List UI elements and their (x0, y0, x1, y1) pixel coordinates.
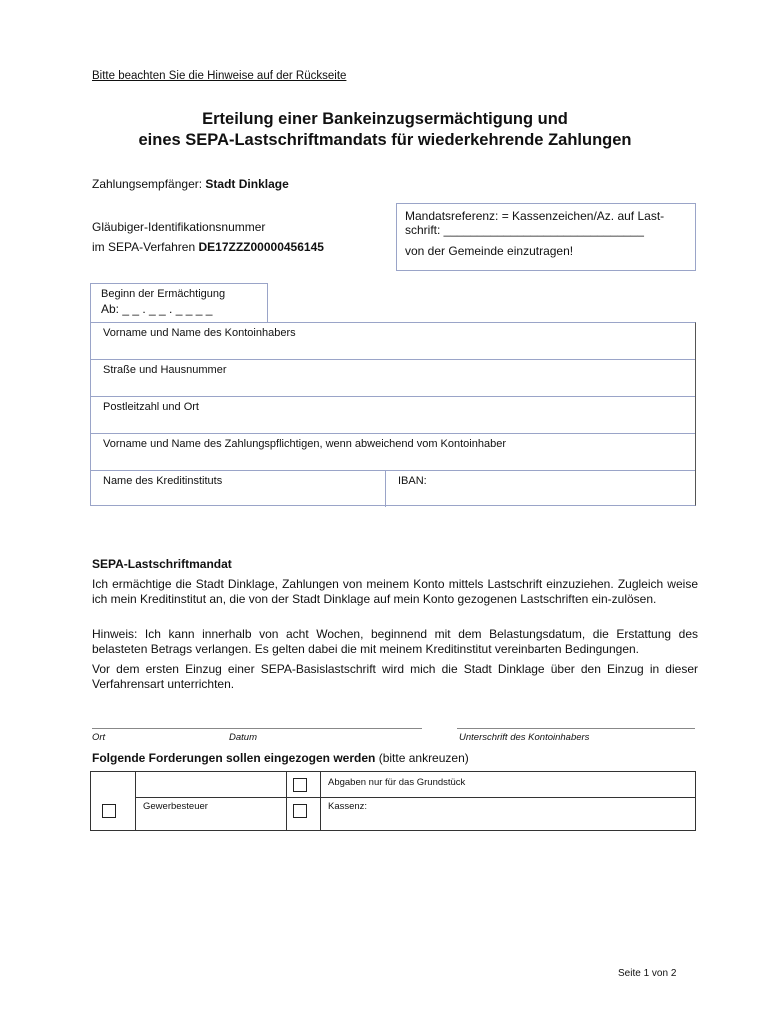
hint-link: Bitte beachten Sie die Hinweise auf der Rückseite (92, 70, 347, 82)
cash-ref-checkbox[interactable] (293, 804, 307, 818)
mandate-line-3: von der Gemeinde einzutragen! (405, 244, 574, 258)
postal-city-field[interactable] (91, 397, 695, 434)
payee-label: Zahlungsempfänger: (92, 177, 203, 191)
claims-heading-note: (bitte ankreuzen) (378, 751, 469, 765)
postal-city-label: Postleitzahl und Ort (103, 401, 199, 413)
payee (92, 177, 289, 191)
sepa-paragraph-3: Vor dem ersten Einzug einer SEPA-Basislastschrift wird mich die Stadt Dinklage über den Einzug in dieser Verfahrensart unterrichten. (92, 662, 698, 691)
start-label: Beginn der Ermächtigung (101, 288, 226, 300)
iban-label: IBAN: (398, 475, 427, 487)
start-date-field[interactable]: Ab: _ _ . _ _ . _ _ _ _ (101, 302, 213, 316)
sepa-heading: SEPA-Lastschriftmandat (92, 557, 232, 571)
sepa-paragraph-2: Hinweis: Ich kann innerhalb von acht Wochen, beginnend mit dem Belastungsdatum, die Erstattung des belasteten Betrags verlangen. Es gelten dabei die mit meinem Kreditinstitut vereinbarten Bedingungen. (92, 627, 698, 656)
place-date-line[interactable] (92, 728, 422, 729)
claims-divider (135, 772, 136, 830)
claims-heading (92, 751, 469, 765)
mandate-line-2: schrift: ______________________________ (405, 223, 644, 237)
mandate-reference-box[interactable] (396, 203, 696, 271)
sepa-paragraph-1: Ich ermächtige die Stadt Dinklage, Zahlungen von meinem Konto mittels Lastschrift einzuziehen. Zugleich weise ich mein Kreditinstitut an, die von der Stadt Dinklage auf mein Konto gezogenen Lastschriften ein-zulösen. (92, 577, 698, 606)
claims-divider (320, 772, 321, 830)
cash-ref-label: Kassenz: (328, 801, 368, 812)
creditor-id-label: Gläubiger-Identifikationsnummer (92, 220, 266, 234)
document-title (0, 109, 770, 151)
creditor-id-procedure: im SEPA-Verfahren (92, 240, 196, 254)
claims-row-divider (135, 797, 695, 798)
creditor-id (92, 240, 324, 254)
signature-label: Unterschrift des Kontoinhabers (459, 732, 590, 743)
bank-row (91, 471, 695, 507)
account-holder-form (90, 322, 696, 506)
creditor-id-value: DE17ZZZ00000456145 (198, 240, 324, 254)
holder-name-field[interactable] (91, 323, 695, 360)
claims-heading-text: Folgende Forderungen sollen eingezogen werden (92, 751, 376, 765)
trade-tax-label: Gewerbesteuer (143, 801, 208, 812)
signature-line[interactable] (457, 728, 695, 729)
bank-name-label: Name des Kreditinstituts (103, 475, 223, 487)
mandate-line-1: Mandatsreferenz: = Kassenzeichen/Az. auf Last- (405, 209, 665, 223)
payer-name-field[interactable] (91, 434, 695, 471)
payer-name-label: Vorname und Name des Zahlungspflichtigen, wenn abweichend vom Kontoinhaber (103, 438, 506, 450)
date-label: Datum (229, 732, 257, 743)
authorization-start-box[interactable] (90, 283, 268, 323)
street-field[interactable] (91, 360, 695, 397)
title-line-1: Erteilung einer Bankeinzugsermächtigung und (202, 110, 568, 128)
title-line-2: eines SEPA-Lastschriftmandats für wiederkehrende Zahlungen (138, 131, 632, 149)
property-checkbox[interactable] (293, 778, 307, 792)
place-label: Ort (92, 732, 106, 743)
payee-value: Stadt Dinklage (205, 177, 289, 191)
property-label: Abgaben nur für das Grundstück (328, 777, 466, 788)
claims-table (90, 771, 696, 831)
claims-divider (286, 772, 287, 830)
bank-name-field[interactable] (103, 475, 222, 487)
street-label: Straße und Hausnummer (103, 364, 227, 376)
trade-tax-checkbox[interactable] (102, 804, 116, 818)
holder-name-label: Vorname und Name des Kontoinhabers (103, 327, 296, 339)
page-number: Seite 1 von 2 (618, 968, 677, 979)
iban-field[interactable] (385, 471, 439, 507)
